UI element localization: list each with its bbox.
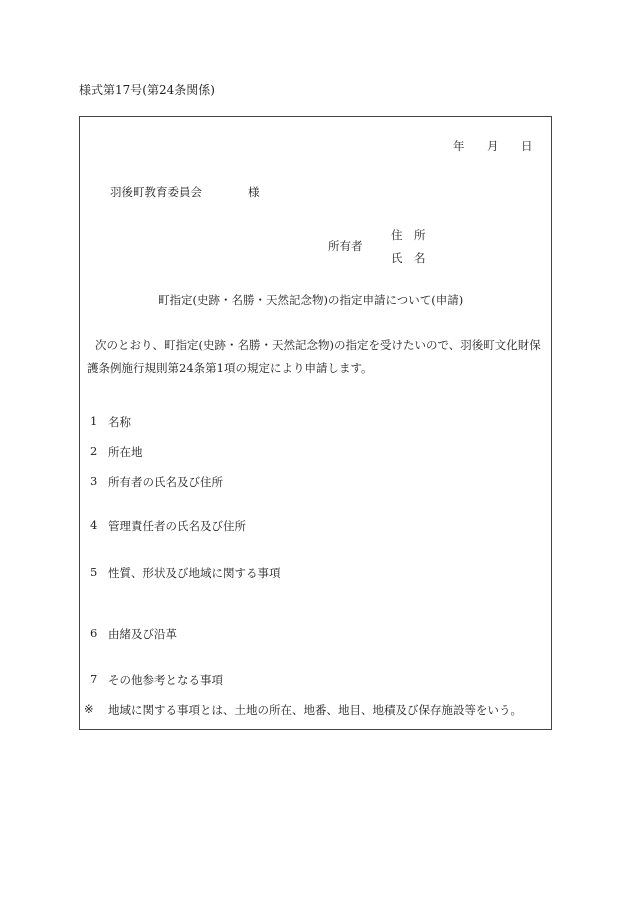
body-line-1: 次のとおり、町指定(史跡・名勝・天然記念物)の指定を受けたいので、羽後町文化財保 — [95, 338, 541, 352]
addressee-name: 羽後町教育委員会 — [110, 185, 202, 199]
owner-label: 所有者 — [328, 239, 363, 253]
date-year-label: 年 — [453, 139, 465, 153]
item-4-number: 4 — [90, 518, 98, 532]
addressee-honorific: 様 — [248, 185, 260, 199]
item-7-label: その他参考となる事項 — [108, 673, 223, 687]
item-4-label: 管理責任者の氏名及び住所 — [108, 519, 246, 533]
owner-address-label: 住 所 — [391, 228, 426, 242]
item-6-number: 6 — [90, 626, 98, 640]
body-line-2: 護条例施行規則第24条第1項の規定により申請します。 — [87, 361, 373, 375]
note-text: 地域に関する事項とは、土地の所在、地番、地目、地積及び保存施設等をいう。 — [108, 703, 522, 717]
item-1-number: 1 — [90, 414, 98, 428]
date-month-label: 月 — [487, 139, 499, 153]
item-3-number: 3 — [90, 474, 98, 488]
item-5-label: 性質、形状及び地域に関する事項 — [108, 566, 281, 580]
item-5-number: 5 — [90, 565, 98, 579]
owner-name-label: 氏 名 — [391, 251, 426, 265]
item-1-label: 名称 — [108, 415, 131, 429]
item-3-label: 所有者の氏名及び住所 — [108, 475, 223, 489]
item-2-label: 所在地 — [108, 445, 143, 459]
form-number: 様式第17号(第24条関係) — [79, 83, 215, 97]
date-day-label: 日 — [521, 139, 533, 153]
item-6-label: 由緒及び沿革 — [108, 627, 177, 641]
item-7-number: 7 — [90, 672, 98, 686]
note-mark: ※ — [84, 702, 94, 716]
item-2-number: 2 — [90, 444, 98, 458]
document-title: 町指定(史跡・名勝・天然記念物)の指定申請について(申請) — [158, 293, 464, 307]
